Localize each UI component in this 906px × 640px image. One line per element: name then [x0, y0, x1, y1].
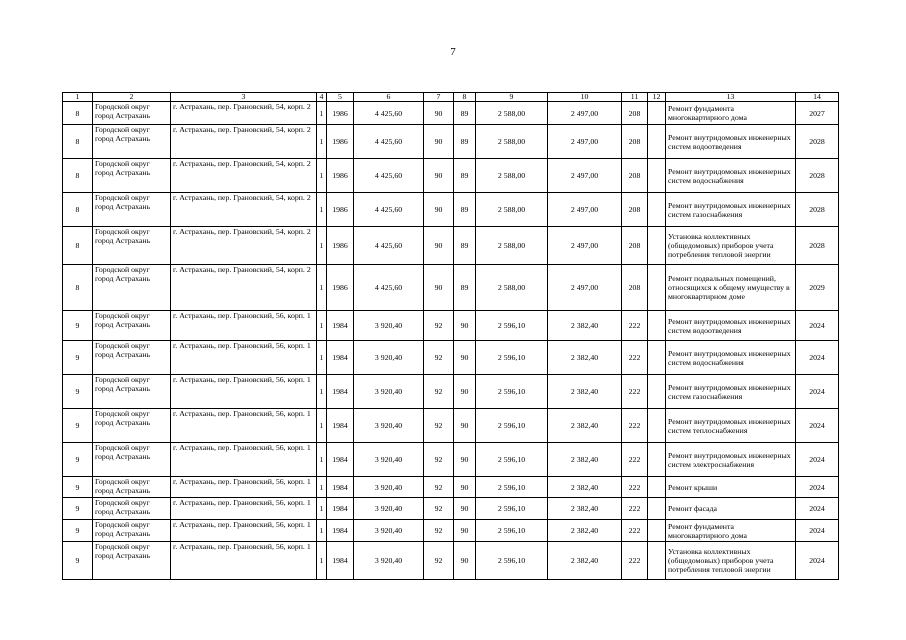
col7-cell: 90 — [424, 125, 454, 159]
municipality-cell: Городской округ город Астрахань — [93, 159, 171, 193]
area-cell: 3 920,40 — [354, 477, 424, 498]
address-cell: г. Астрахань, пер. Грановский, 56, корп. 1 — [171, 443, 317, 477]
col12-cell — [648, 498, 666, 520]
address-cell: г. Астрахань, пер. Грановский, 56, корп. 1 — [171, 520, 317, 542]
table-row — [63, 159, 839, 193]
col10-cell: 2 497,00 — [548, 265, 622, 311]
address-cell: г. Астрахань, пер. Грановский, 56, корп. 1 — [171, 498, 317, 520]
municipality-cell: Городской округ город Астрахань — [93, 193, 171, 227]
year-built-cell: 1984 — [327, 477, 354, 498]
table-row — [63, 341, 839, 375]
address-cell: г. Астрахань, пер. Грановский, 54, корп. 2 — [171, 227, 317, 265]
work-type-cell: Установка коллективных (общедомовых) приборов учета потребления тепловой энергии — [666, 542, 796, 580]
row-number-cell: 8 — [63, 227, 93, 265]
area-cell: 4 425,60 — [354, 227, 424, 265]
municipality-cell: Городской округ город Астрахань — [93, 265, 171, 311]
planned-year-cell: 2027 — [796, 102, 839, 125]
work-type-cell: Ремонт внутридомовых инженерных систем газоснабжения — [666, 193, 796, 227]
header-cell: 14 — [796, 93, 839, 102]
col8-cell: 89 — [454, 159, 476, 193]
col12-cell — [648, 102, 666, 125]
col8-cell: 89 — [454, 193, 476, 227]
planned-year-cell: 2024 — [796, 341, 839, 375]
row-number-cell: 9 — [63, 341, 93, 375]
col12-cell — [648, 375, 666, 409]
area-cell: 4 425,60 — [354, 102, 424, 125]
col10-cell: 2 497,00 — [548, 193, 622, 227]
col4-cell: 1 — [317, 193, 327, 227]
col8-cell: 90 — [454, 542, 476, 580]
col12-cell — [648, 409, 666, 443]
col10-cell: 2 497,00 — [548, 159, 622, 193]
col7-cell: 92 — [424, 477, 454, 498]
col7-cell: 90 — [424, 102, 454, 125]
col7-cell: 92 — [424, 375, 454, 409]
municipality-cell: Городской округ город Астрахань — [93, 227, 171, 265]
col9-cell: 2 596,10 — [476, 341, 548, 375]
work-type-cell: Установка коллективных (общедомовых) приборов учета потребления тепловой энергии — [666, 227, 796, 265]
residents-cell: 222 — [622, 498, 648, 520]
header-cell: 11 — [622, 93, 648, 102]
municipality-cell: Городской округ город Астрахань — [93, 125, 171, 159]
table-row — [63, 409, 839, 443]
row-number-cell: 9 — [63, 542, 93, 580]
address-cell: г. Астрахань, пер. Грановский, 54, корп. 2 — [171, 159, 317, 193]
year-built-cell: 1984 — [327, 498, 354, 520]
planned-year-cell: 2024 — [796, 409, 839, 443]
address-cell: г. Астрахань, пер. Грановский, 54, корп. 2 — [171, 102, 317, 125]
planned-year-cell: 2024 — [796, 520, 839, 542]
table-row — [63, 227, 839, 265]
col8-cell: 89 — [454, 102, 476, 125]
area-cell: 4 425,60 — [354, 125, 424, 159]
planned-year-cell: 2024 — [796, 311, 839, 341]
col8-cell: 90 — [454, 375, 476, 409]
col10-cell: 2 382,40 — [548, 311, 622, 341]
col12-cell — [648, 159, 666, 193]
col12-cell — [648, 542, 666, 580]
work-type-cell: Ремонт внутридомовых инженерных систем теплоснабжения — [666, 409, 796, 443]
year-built-cell: 1984 — [327, 542, 354, 580]
address-cell: г. Астрахань, пер. Грановский, 56, корп. 1 — [171, 477, 317, 498]
header-cell: 5 — [327, 93, 354, 102]
row-number-cell: 9 — [63, 311, 93, 341]
planned-year-cell: 2024 — [796, 498, 839, 520]
work-type-cell: Ремонт фасада — [666, 498, 796, 520]
col4-cell: 1 — [317, 542, 327, 580]
col9-cell: 2 588,00 — [476, 159, 548, 193]
year-built-cell: 1984 — [327, 341, 354, 375]
col4-cell: 1 — [317, 125, 327, 159]
col7-cell: 92 — [424, 498, 454, 520]
table-row — [63, 125, 839, 159]
header-cell: 10 — [548, 93, 622, 102]
header-cell: 8 — [454, 93, 476, 102]
col10-cell: 2 382,40 — [548, 498, 622, 520]
work-type-cell: Ремонт крыши — [666, 477, 796, 498]
table-row — [63, 375, 839, 409]
col4-cell: 1 — [317, 477, 327, 498]
col8-cell: 90 — [454, 311, 476, 341]
row-number-cell: 9 — [63, 498, 93, 520]
col9-cell: 2 588,00 — [476, 102, 548, 125]
year-built-cell: 1986 — [327, 193, 354, 227]
address-cell: г. Астрахань, пер. Грановский, 56, корп. 1 — [171, 375, 317, 409]
area-cell: 3 920,40 — [354, 498, 424, 520]
col9-cell: 2 596,10 — [476, 311, 548, 341]
col10-cell: 2 382,40 — [548, 409, 622, 443]
area-cell: 4 425,60 — [354, 193, 424, 227]
col4-cell: 1 — [317, 102, 327, 125]
col8-cell: 89 — [454, 125, 476, 159]
municipality-cell: Городской округ город Астрахань — [93, 311, 171, 341]
header-cell: 7 — [424, 93, 454, 102]
year-built-cell: 1984 — [327, 409, 354, 443]
residents-cell: 222 — [622, 409, 648, 443]
planned-year-cell: 2024 — [796, 477, 839, 498]
residents-cell: 208 — [622, 125, 648, 159]
work-type-cell: Ремонт внутридомовых инженерных систем водоснабжения — [666, 341, 796, 375]
year-built-cell: 1986 — [327, 159, 354, 193]
col4-cell: 1 — [317, 409, 327, 443]
municipality-cell: Городской округ город Астрахань — [93, 102, 171, 125]
col7-cell: 90 — [424, 227, 454, 265]
header-cell: 9 — [476, 93, 548, 102]
address-cell: г. Астрахань, пер. Грановский, 54, корп. 2 — [171, 265, 317, 311]
row-number-cell: 9 — [63, 477, 93, 498]
col12-cell — [648, 125, 666, 159]
col10-cell: 2 497,00 — [548, 125, 622, 159]
residents-cell: 222 — [622, 542, 648, 580]
area-cell: 3 920,40 — [354, 542, 424, 580]
col7-cell: 92 — [424, 443, 454, 477]
row-number-cell: 8 — [63, 193, 93, 227]
col4-cell: 1 — [317, 341, 327, 375]
area-cell: 3 920,40 — [354, 341, 424, 375]
year-built-cell: 1986 — [327, 125, 354, 159]
table-row — [63, 102, 839, 125]
col12-cell — [648, 443, 666, 477]
year-built-cell: 1984 — [327, 375, 354, 409]
address-cell: г. Астрахань, пер. Грановский, 56, корп. 1 — [171, 409, 317, 443]
address-cell: г. Астрахань, пер. Грановский, 56, корп. 1 — [171, 341, 317, 375]
header-cell: 13 — [666, 93, 796, 102]
col8-cell: 90 — [454, 341, 476, 375]
col7-cell: 90 — [424, 265, 454, 311]
municipality-cell: Городской округ город Астрахань — [93, 520, 171, 542]
row-number-cell: 8 — [63, 125, 93, 159]
col10-cell: 2 382,40 — [548, 542, 622, 580]
work-type-cell: Ремонт внутридомовых инженерных систем водоотведения — [666, 311, 796, 341]
year-built-cell: 1984 — [327, 520, 354, 542]
table-row — [63, 443, 839, 477]
col9-cell: 2 588,00 — [476, 265, 548, 311]
row-number-cell: 8 — [63, 265, 93, 311]
col8-cell: 90 — [454, 477, 476, 498]
municipality-cell: Городской округ город Астрахань — [93, 477, 171, 498]
planned-year-cell: 2024 — [796, 443, 839, 477]
header-cell: 2 — [93, 93, 171, 102]
municipality-cell: Городской округ город Астрахань — [93, 498, 171, 520]
municipality-cell: Городской округ город Астрахань — [93, 443, 171, 477]
residents-cell: 208 — [622, 265, 648, 311]
planned-year-cell: 2029 — [796, 265, 839, 311]
year-built-cell: 1986 — [327, 265, 354, 311]
address-cell: г. Астрахань, пер. Грановский, 54, корп. 2 — [171, 125, 317, 159]
year-built-cell: 1986 — [327, 102, 354, 125]
row-number-cell: 8 — [63, 102, 93, 125]
col12-cell — [648, 227, 666, 265]
col4-cell: 1 — [317, 159, 327, 193]
planned-year-cell: 2028 — [796, 227, 839, 265]
municipality-cell: Городской округ город Астрахань — [93, 542, 171, 580]
work-type-cell: Ремонт фундамента многоквартирного дома — [666, 520, 796, 542]
col9-cell: 2 596,10 — [476, 542, 548, 580]
col4-cell: 1 — [317, 375, 327, 409]
residents-cell: 222 — [622, 341, 648, 375]
col4-cell: 1 — [317, 265, 327, 311]
planned-year-cell: 2024 — [796, 375, 839, 409]
col12-cell — [648, 193, 666, 227]
col8-cell: 90 — [454, 443, 476, 477]
col10-cell: 2 497,00 — [548, 227, 622, 265]
col10-cell: 2 382,40 — [548, 477, 622, 498]
col9-cell: 2 596,10 — [476, 520, 548, 542]
address-cell: г. Астрахань, пер. Грановский, 56, корп. 1 — [171, 542, 317, 580]
planned-year-cell: 2024 — [796, 542, 839, 580]
col7-cell: 90 — [424, 193, 454, 227]
work-type-cell: Ремонт фундамента многоквартирного дома — [666, 102, 796, 125]
col12-cell — [648, 477, 666, 498]
col8-cell: 89 — [454, 265, 476, 311]
col12-cell — [648, 520, 666, 542]
area-cell: 4 425,60 — [354, 265, 424, 311]
col7-cell: 92 — [424, 520, 454, 542]
col9-cell: 2 588,00 — [476, 125, 548, 159]
planned-year-cell: 2028 — [796, 159, 839, 193]
col9-cell: 2 588,00 — [476, 227, 548, 265]
year-built-cell: 1984 — [327, 443, 354, 477]
residents-cell: 208 — [622, 227, 648, 265]
header-cell: 12 — [648, 93, 666, 102]
col7-cell: 92 — [424, 409, 454, 443]
residents-cell: 222 — [622, 520, 648, 542]
residents-cell: 208 — [622, 102, 648, 125]
table-row — [63, 265, 839, 311]
col12-cell — [648, 341, 666, 375]
year-built-cell: 1986 — [327, 227, 354, 265]
year-built-cell: 1984 — [327, 311, 354, 341]
col12-cell — [648, 311, 666, 341]
row-number-cell: 9 — [63, 375, 93, 409]
residents-cell: 222 — [622, 443, 648, 477]
col4-cell: 1 — [317, 227, 327, 265]
table-row — [63, 477, 839, 498]
municipality-cell: Городской округ город Астрахань — [93, 375, 171, 409]
col4-cell: 1 — [317, 311, 327, 341]
municipality-cell: Городской округ город Астрахань — [93, 341, 171, 375]
col10-cell: 2 497,00 — [548, 102, 622, 125]
planned-year-cell: 2028 — [796, 193, 839, 227]
work-type-cell: Ремонт внутридомовых инженерных систем водоотведения — [666, 125, 796, 159]
area-cell: 4 425,60 — [354, 159, 424, 193]
header-cell: 4 — [317, 93, 327, 102]
col9-cell: 2 596,10 — [476, 477, 548, 498]
column-number-row — [63, 93, 839, 102]
table-row — [63, 542, 839, 580]
col4-cell: 1 — [317, 443, 327, 477]
area-cell: 3 920,40 — [354, 443, 424, 477]
col7-cell: 92 — [424, 542, 454, 580]
col7-cell: 90 — [424, 159, 454, 193]
address-cell: г. Астрахань, пер. Грановский, 54, корп. 2 — [171, 193, 317, 227]
table-body — [63, 93, 839, 580]
row-number-cell: 9 — [63, 520, 93, 542]
work-type-cell: Ремонт внутридомовых инженерных систем водоснабжения — [666, 159, 796, 193]
address-cell: г. Астрахань, пер. Грановский, 56, корп. 1 — [171, 311, 317, 341]
col9-cell: 2 596,10 — [476, 498, 548, 520]
col10-cell: 2 382,40 — [548, 375, 622, 409]
col10-cell: 2 382,40 — [548, 520, 622, 542]
row-number-cell: 9 — [63, 409, 93, 443]
residents-cell: 208 — [622, 159, 648, 193]
residents-cell: 222 — [622, 375, 648, 409]
area-cell: 3 920,40 — [354, 311, 424, 341]
row-number-cell: 9 — [63, 443, 93, 477]
col8-cell: 90 — [454, 520, 476, 542]
area-cell: 3 920,40 — [354, 520, 424, 542]
col7-cell: 92 — [424, 341, 454, 375]
table-row — [63, 311, 839, 341]
header-cell: 3 — [171, 93, 317, 102]
table-row — [63, 498, 839, 520]
header-cell: 1 — [63, 93, 93, 102]
repair-schedule-table — [62, 92, 839, 580]
col9-cell: 2 596,10 — [476, 375, 548, 409]
residents-cell: 208 — [622, 193, 648, 227]
col7-cell: 92 — [424, 311, 454, 341]
row-number-cell: 8 — [63, 159, 93, 193]
col9-cell: 2 596,10 — [476, 409, 548, 443]
col10-cell: 2 382,40 — [548, 443, 622, 477]
col10-cell: 2 382,40 — [548, 341, 622, 375]
col9-cell: 2 588,00 — [476, 193, 548, 227]
col8-cell: 90 — [454, 498, 476, 520]
municipality-cell: Городской округ город Астрахань — [93, 409, 171, 443]
area-cell: 3 920,40 — [354, 409, 424, 443]
col9-cell: 2 596,10 — [476, 443, 548, 477]
work-type-cell: Ремонт внутридомовых инженерных систем электроснабжения — [666, 443, 796, 477]
col4-cell: 1 — [317, 520, 327, 542]
residents-cell: 222 — [622, 477, 648, 498]
col8-cell: 89 — [454, 227, 476, 265]
table-row — [63, 520, 839, 542]
planned-year-cell: 2028 — [796, 125, 839, 159]
page-number: 7 — [450, 46, 456, 58]
col8-cell: 90 — [454, 409, 476, 443]
area-cell: 3 920,40 — [354, 375, 424, 409]
work-type-cell: Ремонт внутридомовых инженерных систем газоснабжения — [666, 375, 796, 409]
table-row — [63, 193, 839, 227]
work-type-cell: Ремонт подвальных помещений, относящихся к общему имуществу в многоквартирном доме — [666, 265, 796, 311]
col12-cell — [648, 265, 666, 311]
residents-cell: 222 — [622, 311, 648, 341]
header-cell: 6 — [354, 93, 424, 102]
col4-cell: 1 — [317, 498, 327, 520]
